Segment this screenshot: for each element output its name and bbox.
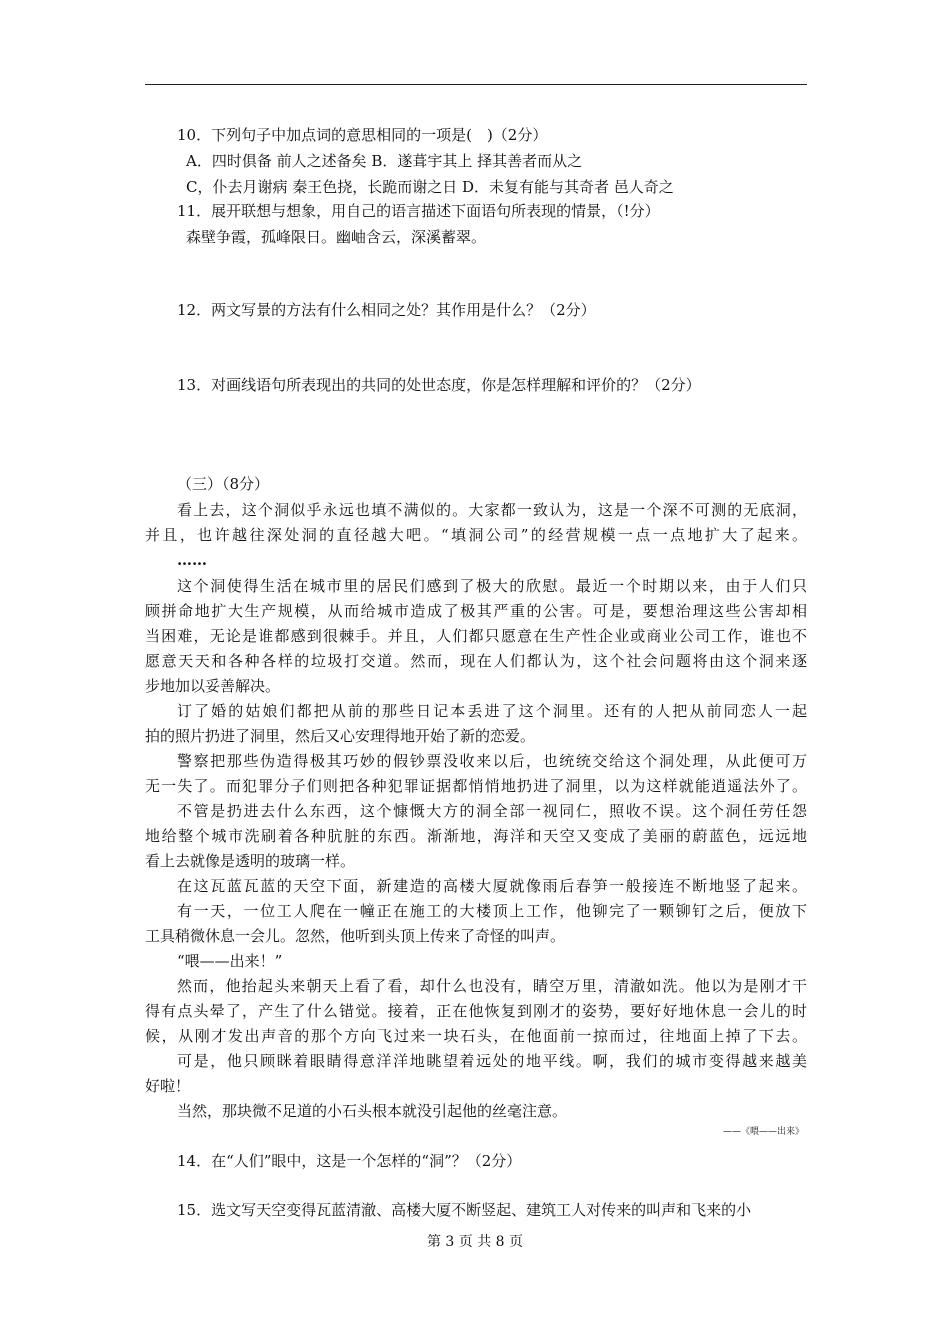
passage-line: 得有点头晕了，产生了什么错觉。接着，正在他恢复到刚才的姿势，要好好地休息一会儿的时 — [145, 1002, 807, 1020]
section-3-heading: （三）（8分） — [177, 475, 270, 493]
passage-line: 不管是扔进去什么东西，这个慷慨大方的洞全部一视同仁，照收不误。这个洞任劳任怨 — [177, 802, 807, 820]
question-15: 15．选文写天空变得瓦蓝清澈、高楼大厦不断竖起、建筑工人对传来的叫声和飞来的小 — [177, 1201, 752, 1219]
question-10-options-ab: A．四时俱备 前人之述备矣 B．遂葺宇其上 择其善者而从之 — [186, 152, 583, 170]
header-rule — [145, 84, 807, 85]
question-12: 12．两文写景的方法有什么相同之处？其作用是什么？（2分） — [177, 301, 596, 319]
passage-ellipsis: …… — [177, 551, 207, 569]
passage-line: 看上去就像是透明的玻璃一样。 — [145, 852, 356, 870]
passage-line: 这个洞使得生活在城市里的居民们感到了极大的欣慰。最近一个时期以来，由于人们只 — [177, 577, 807, 595]
passage-line: 警察把那些伪造得极其巧妙的假钞票没收来以后，也统统交给这个洞处理，从此便可万 — [177, 752, 807, 770]
passage-line: 然而，他抬起头来朝天上看了看，却什么也没有，睛空万里，清澈如洗。他以为是刚才干 — [177, 977, 807, 995]
passage-line: 地给整个城市洗刷着各种肮脏的东西。渐渐地，海洋和天空又变成了美丽的蔚蓝色，远远地 — [145, 827, 807, 845]
passage-line: 拍的照片扔进了洞里，然后又心安理得地开始了新的恋爱。 — [145, 727, 536, 745]
passage-line: 看上去，这个洞似乎永远也填不满似的。大家都一致认为，这是一个深不可测的无底洞， — [177, 501, 807, 519]
passage-line: 顾拼命地扩大生产规模，从而给城市造成了极其严重的公害。可是，要想治理这些公害却相 — [145, 602, 807, 620]
passage-line: 当困难，无论是谁都感到很棘手。并且，人们都只愿意在生产性企业或商业公司工作，谁也不 — [145, 627, 807, 645]
passage-line: 有一天，一位工人爬在一幢正在施工的大楼顶上工作，他铆完了一颗铆钉之后，便放下 — [177, 902, 807, 920]
passage-line: 候，从刚才发出声音的那个方向飞过来一块石头，在他面前一掠而过，往地面上掉了下去。 — [145, 1027, 807, 1045]
passage-line: 无一失了。而犯罪分子们则把各种犯罪证据都悄悄地扔进了洞里，以为这样就能逍遥法外了。 — [145, 777, 807, 795]
passage-line: 可是，他只顾眯着眼睛得意洋洋地眺望着远处的地平线。啊，我们的城市变得越来越美 — [177, 1052, 807, 1070]
passage-line: 订了婚的姑娘们都把从前的那些日记本丢进了这个洞里。还有的人把从前同恋人一起 — [177, 702, 807, 720]
passage-line: 并且，也许越往深处洞的直径越大吧。“填洞公司”的经营规模一点一点地扩大了起来。 — [145, 526, 807, 544]
question-10-options-cd: C，仆去月谢病 秦王色挠，长跪而谢之日 D．未复有能与其奇者 邑人奇之 — [186, 178, 674, 196]
passage-line: 步地加以妥善解决。 — [145, 677, 281, 695]
passage-line: 好啦！ — [145, 1077, 191, 1095]
question-14: 14．在“人们”眼中，这是一个怎样的“洞”？（2分） — [177, 1152, 522, 1170]
question-10-stem: 10．下列句子中加点词的意思相同的一项是( )（2分） — [177, 126, 548, 144]
question-11-quote: 森壁争霞，孤峰限日。幽岫含云，深溪蓄翠。 — [186, 228, 487, 246]
passage-source-credit: ——《喂——出来》 — [722, 1127, 804, 1137]
question-13: 13．对画线语句所表现出的共同的处世态度，你是怎样理解和评价的？（2分） — [177, 376, 701, 394]
passage-line: “喂——出来！” — [177, 952, 283, 970]
passage-line: 当然，那块微不足道的小石头根本就没引起他的丝毫注意。 — [177, 1102, 568, 1120]
passage-line: 工具稍微休息一会儿。忽然，他听到头顶上传来了奇怪的叫声。 — [145, 927, 566, 945]
passage-line: 愿意天天和各种各样的垃圾打交道。然而，现在人们都认为，这个社会问题将由这个洞来逐 — [145, 652, 807, 670]
page-number-footer: 第 3 页 共 8 页 — [426, 1234, 524, 1250]
question-11-stem: 11．展开联想与想象，用自己的语言描述下面语句所表现的情景，（!分） — [177, 202, 660, 220]
passage-line: 在这瓦蓝瓦蓝的天空下面，新建造的高楼大厦就像雨后春笋一般接连不断地竖了起来。 — [177, 877, 807, 895]
